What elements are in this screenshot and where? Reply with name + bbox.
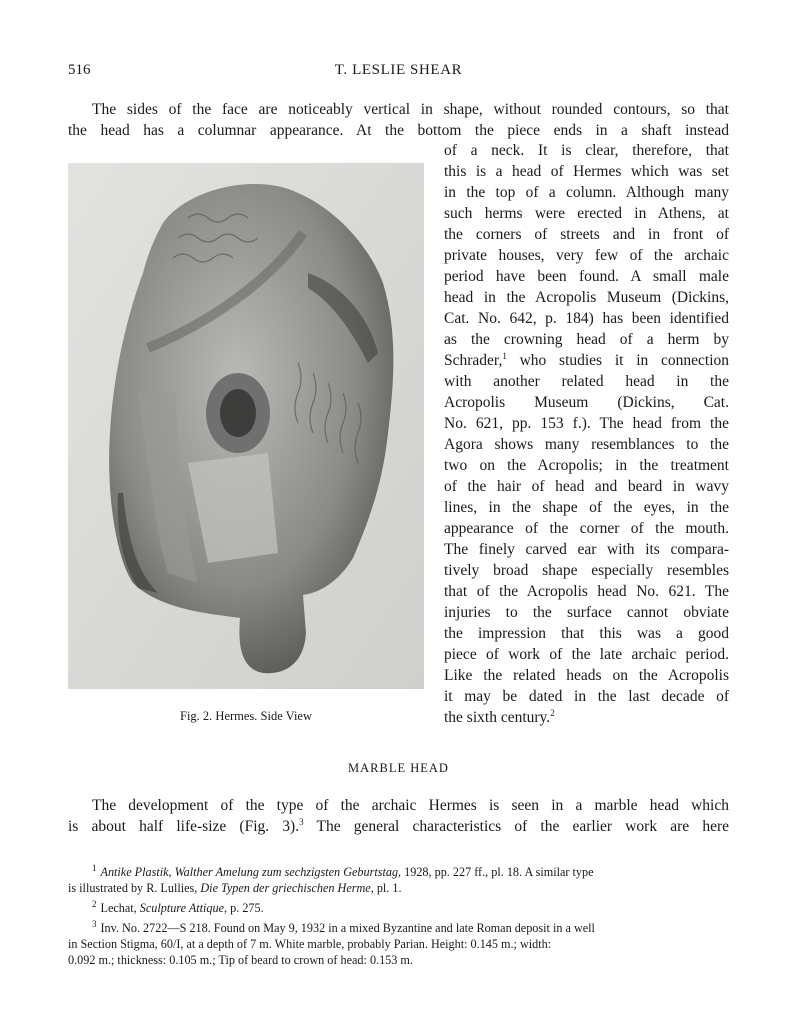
text-line-with-note [68,816,729,837]
page-number: 516 [68,62,91,78]
footnote-text: is illustrated by R. Lullies, [68,881,201,896]
text-fragment: The general characteristics of the earlier work are here [303,818,730,835]
right-column-text [444,140,729,728]
text-line: The development of the type of the archaic Hermes is seen in a marble head which [92,797,729,814]
footnote-2 [68,896,729,916]
footnote-title: Antike Plastik, Walther Amelung zum sechzigsten Geburtstag, [100,865,402,880]
text-line: appearance of the corner of the mouth. [444,520,729,537]
figure-caption: Fig. 2. Hermes. Side View [180,709,312,723]
footnote-title: Die Typen der griechischen Herme, [200,881,374,896]
footnote-ref-2: 2 [550,707,555,718]
text-line: Agora shows many resemblances to the [444,436,729,453]
footnote-1-line-2 [68,880,729,896]
text-fragment: is about half life-size (Fig. 3). [68,818,300,835]
text-line: in the top of a column. Although many [444,184,729,201]
text-line: period have been found. A small male [444,268,729,285]
text-line: as the crowning head of a herm by [444,331,729,348]
text-line: tively broad shape especially resembles [444,562,729,579]
text-line: Acropolis Museum (Dickins, Cat. [444,394,729,411]
footnote-3-line-1 [68,916,729,936]
text-line: lines, in the shape of the eyes, in the [444,499,729,516]
footnote-text: 1928, pp. 227 ff., pl. 18. A similar type [401,865,594,880]
text-line: this is a head of Hermes which was set [444,163,729,180]
text-fragment: Schrader, [444,352,503,369]
footnote-title: Sculpture Attique, [139,901,228,916]
text-line: of a neck. It is clear, therefore, that [444,142,729,159]
text-line: the corners of streets and in front of [444,226,729,243]
footnote-marker: 3 [92,919,97,930]
text-line: Cat. No. 642, p. 184) has been identified [444,310,729,327]
intro-line-1: The sides of the face are noticeably vertical in shape, without rounded contours, so that [92,101,729,118]
text-line: No. 621, pp. 153 f.). The head from the [444,415,729,432]
footnote-ref-1: 1 [502,350,507,361]
intro-paragraph [68,99,729,141]
text-line-last [444,707,729,728]
footnote-3-line-3: 0.092 m.; thickness: 0.105 m.; Tip of beard to crown of head: 0.153 m. [68,953,413,968]
footnote-ref-3: 3 [299,816,304,827]
text-line: private houses, very few of the archaic [444,247,729,264]
text-line: The finely carved ear with its compara- [444,541,729,558]
intro-line-2: the head has a columnar appearance. At the bottom the piece ends in a shaft instead [68,122,729,139]
marble-head-paragraph [68,795,729,837]
text-line: piece of work of the late archaic period. [444,646,729,663]
text-line: such herms were erected in Athens, at [444,205,729,222]
text-line: head in the Acropolis Museum (Dickins, [444,289,729,306]
text-line: injuries to the surface cannot obviate [444,604,729,621]
footnotes [68,860,729,968]
footnote-3-line-2: in Section Stigma, 60/I, at a depth of 7 m. White marble, probably Parian. Height: 0.145 m.; width: [68,937,552,952]
text-line: two on the Acropolis; in the treatment [444,457,729,474]
running-head: T. LESLIE SHEAR [334,62,463,78]
page-header [68,62,729,86]
footnote-text: pl. 1. [373,881,402,896]
footnote-marker: 2 [92,899,97,910]
text-fragment: the sixth century. [444,709,551,726]
text-line: Like the related heads on the Acropolis [444,667,729,684]
text-line: of the hair of head and beard in wavy [444,478,729,495]
footnote-marker: 1 [92,863,97,873]
text-fragment: who studies it in connection [506,352,729,369]
footnote-text: Inv. No. 2722—S 218. Found on May 9, 1932 in a mixed Byzantine and late Roman deposit in a well [100,921,595,936]
footnote-1-line-1 [68,860,729,880]
text-line: that of the Acropolis head No. 621. The [444,583,729,600]
text-line-with-note [444,350,729,371]
figure-photo [68,163,424,689]
hermes-head-image [68,163,424,689]
text-line: with another related head in the [444,373,729,390]
text-line: the impression that this was a good [444,625,729,642]
section-heading: MARBLE HEAD [348,761,449,775]
footnote-text: Lechat, [100,901,140,916]
footnote-text: p. 275. [227,901,264,916]
text-line: it may be dated in the last decade of [444,688,729,705]
